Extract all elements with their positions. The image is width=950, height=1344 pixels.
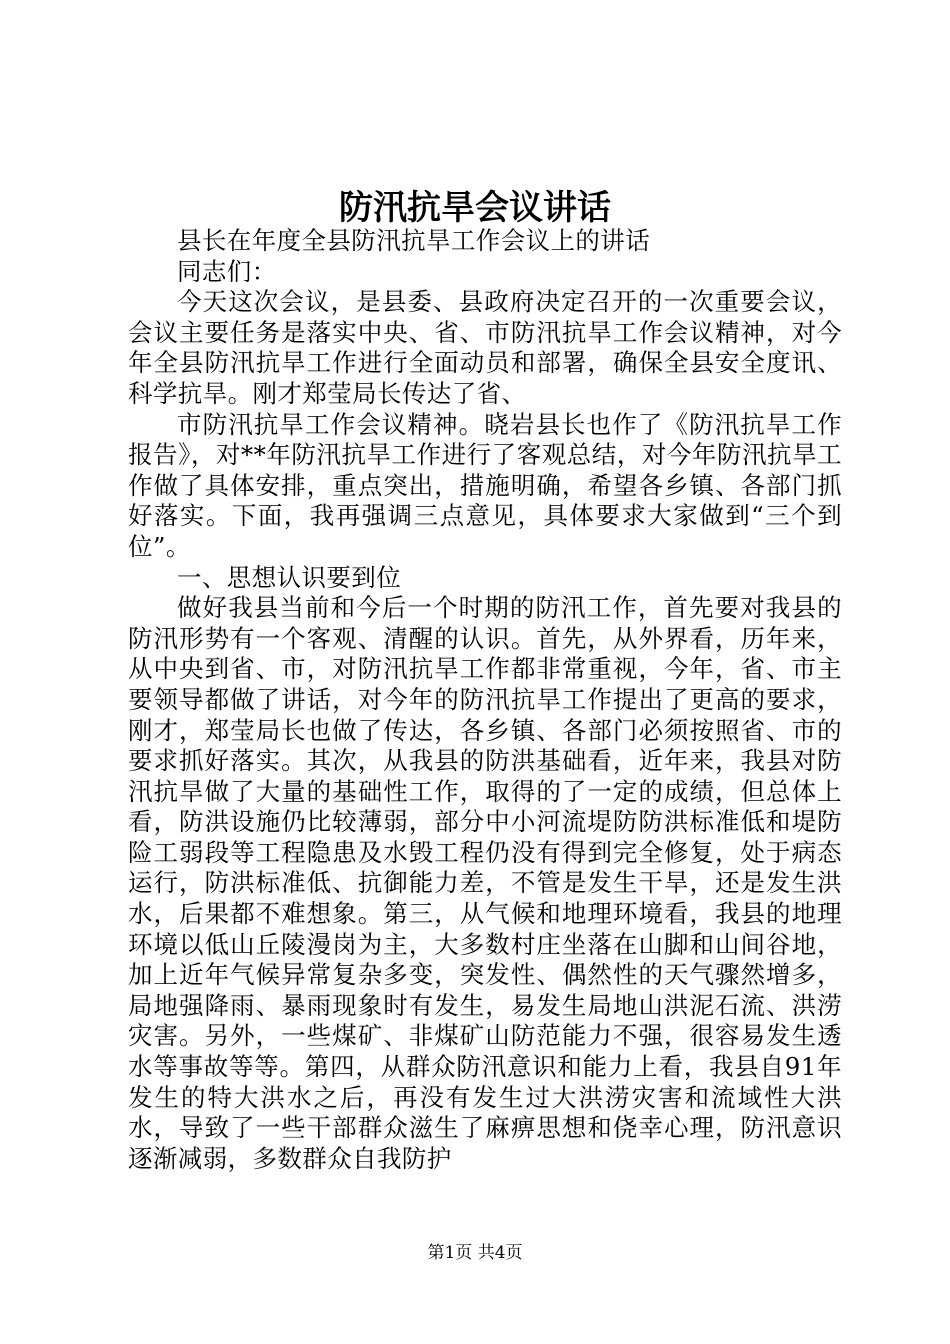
- page-footer: 第1页 共4页: [427, 1243, 523, 1263]
- document-title: 防汛抗旱会议讲话: [339, 188, 611, 228]
- body-paragraph: 市防汛抗旱工作会议精神。晓岩县长也作了《防汛抗旱工作报告》，对**年防汛抗旱工作进行了客观总结，对今年防汛抗旱工作做了具体安排，重点突出，措施明确，希望各乡镇、各部门抓好落实。下面，我再强调三点意见，具体要求大家做到“三个到位”。: [128, 409, 842, 561]
- body-paragraph: 今天这次会议，是县委、县政府决定召开的一次重要会议，会议主要任务是落实中央、省、市防汛抗旱工作会议精神，对今年全县防汛抗旱工作进行全面动员和部署，确保全县安全度讯、科学抗旱。刚才郑莹局长传达了省、: [128, 287, 842, 408]
- body-paragraph: 做好我县当前和今后一个时期的防汛工作，首先要对我县的防汛形势有一个客观、清醒的认识。首先，从外界看，历年来，从中央到省、市，对防汛抗旱工作都非常重视，今年，省、市主要领导都做了讲话，对今年的防汛抗旱工作提出了更高的要求，刚才，郑莹局长也做了传达，各乡镇、各部门必须按照省、市的要求抓好落实。其次，从我县的防洪基础看，近年来，我县对防汛抗旱做了大量的基础性工作，取得的了一定的成绩，但总体上看，防洪设施仍比较薄弱，部分中小河流堤防防洪标准低和堤防险工弱段等工程隐患及水毁工程仍没有得到完全修复，处于病态运行，防洪标准低、抗御能力差，不管是发生干旱，还是发生洪水，后果都不难想象。第三，从气候和地理环境看，我县的地理环境以低山丘陵漫岗为主，大多数村庄坐落在山脚和山间谷地，加上近年气候异常复杂多变，突发性、偶然性的天气骤然增多，局地强降雨、暴雨现象时有发生，易发生局地山洪泥石流、洪涝灾害。另外，一些煤矿、非煤矿山防范能力不强，很容易发生透水等事故等等。第四，从群众防汛意识和能力上看，我县自91年发生的特大洪水之后，再没有发生过大洪涝灾害和流域性大洪水，导致了一些干部群众滋生了麻痹思想和侥幸心理，防汛意识逐渐减弱，多数群众自我防护: [128, 593, 842, 1173]
- section-heading: 一、思想认识要到位: [177, 562, 402, 592]
- speech-heading: 县长在年度全县防汛抗旱工作会议上的讲话: [177, 226, 651, 255]
- document-body: [128, 226, 842, 1174]
- salutation: 同志们：: [177, 256, 277, 286]
